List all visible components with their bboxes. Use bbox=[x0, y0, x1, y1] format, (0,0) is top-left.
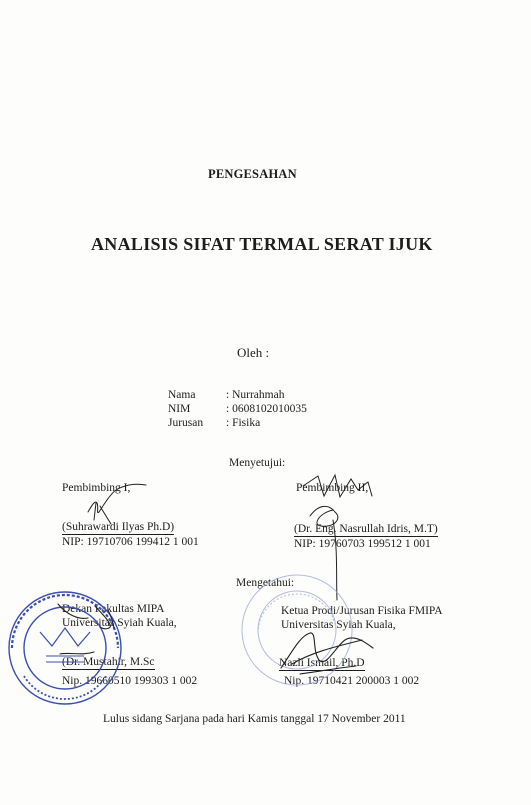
identity-label-nim: NIM bbox=[168, 403, 191, 415]
oleh-label: Oleh : bbox=[237, 345, 270, 360]
dekan-name: (Dr. Mustahir, M.Sc bbox=[62, 656, 155, 668]
pembimbing-2-name: (Dr. Eng. Nasrullah Idris, M.T) bbox=[294, 523, 438, 535]
identity-label-nama: Nama bbox=[168, 389, 196, 401]
ketua-role-line1: Ketua Prodi/Jurusan Fisika FMIPA bbox=[281, 605, 443, 617]
ketua-role-line2: Universitas Syiah Kuala, bbox=[281, 619, 396, 631]
stamp-dekan bbox=[9, 592, 121, 704]
identity-value-nama: : Nurrahmah bbox=[226, 389, 285, 401]
pembimbing-1-nip: NIP: 19710706 199412 1 001 bbox=[62, 536, 199, 548]
page-heading: PENGESAHAN bbox=[208, 167, 297, 181]
ketua-name: Nazli Ismail, Ph.D bbox=[279, 657, 365, 669]
dekan-role-line2: Universitas Syiah Kuala, bbox=[62, 617, 177, 629]
menyetujui-label: Menyetujui: bbox=[229, 457, 286, 469]
identity-value-jurusan: : Fisika bbox=[226, 417, 261, 429]
dekan-role-line1: Dekan Fakultas MIPA bbox=[62, 603, 165, 615]
pembimbing-1-role: Pembimbing I, bbox=[62, 482, 131, 494]
mengetahui-label: Mengetahui: bbox=[236, 577, 295, 589]
identity-value-nim: : 0608102010035 bbox=[226, 403, 307, 415]
dekan-nip: Nip. 19660510 199303 1 002 bbox=[62, 675, 198, 687]
signature-ketua bbox=[281, 633, 373, 674]
signature-pembimbing-1 bbox=[88, 484, 146, 524]
thesis-title: ANALISIS SIFAT TERMAL SERAT IJUK bbox=[91, 234, 433, 254]
pembimbing-2-nip: NIP: 19760703 199512 1 001 bbox=[294, 538, 431, 550]
graduation-note: Lulus sidang Sarjana pada hari Kamis tanggal 17 November 2011 bbox=[103, 713, 406, 725]
pembimbing-2-role: Pembimbing II, bbox=[296, 482, 369, 494]
signature-pembimbing-2 bbox=[303, 475, 372, 600]
ketua-nip: Nip. 19710421 200003 1 002 bbox=[284, 675, 420, 687]
identity-label-jurusan: Jurusan bbox=[168, 417, 204, 429]
pembimbing-1-name: (Suhrawardi Ilyas Ph.D) bbox=[62, 521, 175, 533]
